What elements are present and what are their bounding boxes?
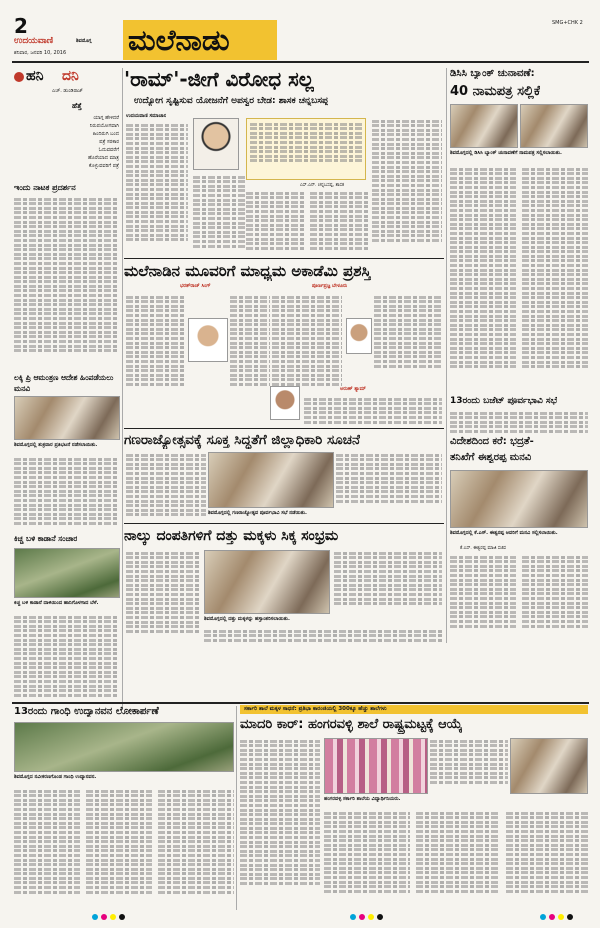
- media-body-col4: [374, 294, 442, 376]
- bottom-rule: [12, 702, 589, 704]
- kaveri-body-col2: [522, 554, 588, 638]
- poem-line: ಹೊರೆಯಾದ ಮಾತ್ರ: [87, 155, 119, 161]
- lead-quote-credit: ಎಸ್.ಎನ್. ಚನ್ನಬಸಪ್ಪ, ಶಾಸಕ: [300, 183, 345, 188]
- hanidani-title-a: ಹನಿ: [26, 68, 44, 84]
- adoption-rule: [124, 523, 444, 524]
- poem-line: ನಿರುಪಯೋಗವಾಗಿ: [89, 123, 119, 129]
- gandhi-caption: ಶಿವಮೊಗ್ಗದ ನವೀಕರಣಗೊಂಡ ಗಾಂಧಿ ಉದ್ಯಾನವನ.: [14, 774, 97, 780]
- lead-quote-text: [250, 121, 362, 171]
- media-name-1: ಭರತ್‌ರಾಜ್ ಸಿಂಗ್: [180, 283, 211, 289]
- model-school-caption: ಹಂಗರವಳ್ಳಿ ಸರ್ಕಾರಿ ಶಾಲೆಯ ವಿದ್ಯಾರ್ಥಿನಿಯರು.: [324, 796, 401, 802]
- right-column-divider: [446, 68, 447, 643]
- lucky-body: [14, 456, 119, 532]
- hanidani-logo-dot: [14, 72, 24, 82]
- budget-body: [450, 410, 588, 434]
- masthead: [0, 0, 600, 60]
- tiger-photo: [14, 548, 120, 598]
- kaveri-author: ಕೆ.ಎಸ್. ಈಶ್ವರಪ್ಪ ಮಾಜಿ ಸಚಿವ: [460, 546, 507, 551]
- drama-body: [14, 196, 119, 368]
- budget-headline: 13ರಂದು ಬಜೆಟ್ ಪೂರ್ವಭಾವಿ ಸಭೆ: [450, 396, 558, 406]
- lead-body-col4: [310, 190, 370, 256]
- media-body-col1: [126, 294, 186, 400]
- bank-photo-1: [450, 104, 518, 148]
- republic-headline: ಗಣರಾಜ್ಯೋತ್ಸವಕ್ಕೆ ಸೂಕ್ತ ಸಿದ್ಧತೆಗೆ ಜಿಲ್ಲಾಧಿಕಾರಿ ಸೂಚನೆ: [124, 432, 361, 448]
- republic-caption: ಶಿವಮೊಗ್ಗದಲ್ಲಿ ಗಣರಾಜ್ಯೋತ್ಸವ ಪೂರ್ವಭಾವಿ ಸಭೆ ನಡೆಯಿತು.: [208, 510, 307, 516]
- media-mugshot-2: [346, 318, 372, 354]
- model-school-body-col2: [324, 810, 410, 908]
- model-school-headline: ಮಾದರಿ ಕಾರ್: ಹಂಗರವಳ್ಳಿ ಶಾಲೆ ರಾಷ್ಟ್ರಮಟ್ಟಕ್ಕೆ ಆಯ್ಕೆ: [240, 717, 463, 732]
- poem-line: ಹಿಂದಿರುಗಿ ಬಂದ: [92, 131, 119, 137]
- edition-name: ಶಿವಮೊಗ್ಗ: [76, 38, 92, 44]
- tiger-caption: ಕಿಚ್ಚ ಬಳಿ ಕಾಡಾನೆ ದಾಳಿಯಿಂದ ಹಾನಿಗೊಳಗಾದ ಬೆಳೆ.: [14, 600, 99, 606]
- republic-photo: [208, 452, 334, 508]
- model-school-body-col1: [240, 738, 320, 908]
- left-column-divider: [122, 68, 123, 708]
- model-school-body-col4: [416, 810, 500, 908]
- bank-headline-line2: 40 ನಾಮಪತ್ರ ಸಲ್ಲಿಕೆ: [450, 84, 541, 99]
- registration-marks: [350, 914, 383, 920]
- republic-rule: [124, 428, 444, 429]
- page-number: 2: [14, 14, 28, 38]
- bank-body-col1: [450, 166, 516, 392]
- adoption-body-col1: [126, 550, 200, 646]
- model-school-photo-1: [324, 738, 428, 794]
- adoption-body-col3: [204, 628, 442, 646]
- section-title: ಮಲೆನಾಡು: [128, 24, 230, 56]
- date-line: ಶನಿವಾರ, ಜನವರಿ 10, 2016: [14, 50, 67, 56]
- republic-body-col1: [126, 452, 206, 524]
- poem-lines: [44, 114, 119, 170]
- hanidani-author: ಎಚ್. ಡುಂಡಿರಾಜ್: [52, 88, 83, 94]
- tiger-headline: ಕಿಚ್ಚ ಬಳಿ ಕಾಡಾನೆ ಸಂಚಾರ: [14, 534, 78, 543]
- lucky-caption: ಶಿವಮೊಗ್ಗದಲ್ಲಿ ಶುಕ್ರವಾರ ಪ್ರತಿಭಟನೆ ನಡೆಸಲಾಯಿತು.: [14, 442, 98, 448]
- lucky-headline: ಲಕ್ಕಿ ಪ್ರಿ ಆಮಂತ್ರಣ ಆದೇಶ ಹಿಂಪಡೆಯಲು ಮನವಿ: [14, 373, 114, 393]
- lucky-photo: [14, 396, 120, 440]
- gandhi-body-col2: [86, 788, 152, 910]
- adoption-photo: [204, 550, 330, 614]
- drama-headline: ಇಂದು ನಾಟಕ ಪ್ರದರ್ಶನ: [14, 183, 76, 192]
- media-name-3: ಅರುಣ್ ಶ್ಯಾಮ್: [340, 386, 366, 392]
- lead-dateline: ಉದಯವಾಣಿ ಸಮಾಚಾರ: [126, 113, 167, 119]
- tiger-body: [14, 614, 119, 706]
- bank-caption: ಶಿವಮೊಗ್ಗದಲ್ಲಿ ಡಿಸಿಸಿ ಬ್ಯಾಂಕ್ ಚುನಾವಣೆಗೆ ನಾಮಪತ್ರ ಸಲ್ಲಿಸಲಾಯಿತು.: [450, 150, 562, 156]
- lead-body-col1: [126, 122, 188, 256]
- registration-marks: [540, 914, 573, 920]
- masthead-rule: [12, 61, 589, 63]
- registration-marks: [92, 914, 125, 920]
- kaveri-photo: [450, 470, 588, 528]
- bank-photo-2: [520, 104, 588, 148]
- poem-line: ಕೊಳ್ಳುವವರಿಗೆ ಪತ್ರೆ: [88, 163, 119, 169]
- media-mugshot-1: [188, 318, 228, 362]
- model-school-photo-2: [510, 738, 588, 794]
- lead-body-col3: [246, 190, 306, 256]
- paper-name: ಉದಯವಾಣಿ: [14, 36, 54, 46]
- kaveri-headline-line1: ವಿದೇಶದಿಂದ ಕರೆ: ಭದ್ರತೆ-: [450, 436, 534, 447]
- media-mugshot-3: [270, 386, 300, 420]
- bank-headline-line1: ಡಿಸಿಸಿ ಬ್ಯಾಂಕ್ ಚುನಾವಣೆ:: [450, 68, 535, 79]
- hanidani-box: [14, 68, 121, 178]
- kaveri-caption: ಶಿವಮೊಗ್ಗದಲ್ಲಿ ಕೆ.ಎಸ್. ಈಶ್ವರಪ್ಪ ಅವರಿಗೆ ಮನವಿ ಸಲ್ಲಿಸಲಾಯಿತು.: [450, 530, 558, 536]
- edition-code: SMG+CHK 2: [552, 20, 583, 26]
- lead-mugshot: [193, 118, 239, 170]
- bank-body-col2: [522, 166, 588, 392]
- gandhi-body-col3: [158, 788, 234, 910]
- adoption-headline: ನಾಲ್ಕು ದಂಪತಿಗಳಿಗೆ ದತ್ತು ಮಕ್ಕಳು ಸಿಕ್ಕ ಸಂಭ್ರಮ: [124, 528, 339, 544]
- poem-line: ಓದುವವರೆಗೆ: [98, 147, 119, 153]
- lead-body-col5: [372, 118, 442, 256]
- republic-body-col2: [336, 452, 442, 508]
- model-school-body-col5: [506, 810, 588, 908]
- poem-line: ಯಾಗ್ಗ ಹೇಳಿದರೆ: [93, 115, 119, 121]
- media-headline: ಮಲೆನಾಡಿನ ಮೂವರಿಗೆ ಮಾಧ್ಯಮ ಅಕಾಡೆಮಿ ಪ್ರಶಸ್ತಿ: [124, 262, 371, 280]
- adoption-body-col2: [334, 550, 442, 614]
- media-body-col2: [230, 294, 270, 400]
- media-name-2: ಪೂರ್ಣಪ್ರಜ್ಞ ಬೇಳೂರು: [312, 283, 348, 289]
- lead-body-col2: [193, 174, 245, 256]
- media-rule: [124, 258, 444, 259]
- lead-headline: 'ರಾಮ್'-ಜೀಗೆ ವಿರೋಧ ಸಲ್ಲ: [124, 67, 315, 91]
- media-body-col5: [304, 396, 442, 426]
- poem-title: ಹೆತ್ತೆ: [72, 102, 82, 110]
- kaveri-headline-line2: ತನಿಖೆಗೆ ಈಶ್ವರಪ್ಪ ಮನವಿ: [450, 452, 532, 463]
- adoption-caption: ಶಿವಮೊಗ್ಗದಲ್ಲಿ ದತ್ತು ಮಕ್ಕಳನ್ನು ಹಸ್ತಾಂತರಿಸಲಾಯಿತು.: [204, 616, 290, 622]
- model-school-kicker: ಸರ್ಕಾರಿ ಶಾಲೆ ಮಕ್ಕಳ ಸಾಧನೆ: ಪ್ರತಿಭಾ ಕಾರಂಜಿಯಲ್ಲಿ 300ಕ್ಕೂ ಹೆಚ್ಚು ಶಾಲೆಗಳು: [244, 706, 387, 712]
- gandhi-photo: [14, 722, 234, 772]
- bottom-column-divider: [236, 706, 237, 910]
- media-body-col3: [272, 294, 342, 400]
- hanidani-title-b: ದನಿ: [62, 68, 79, 84]
- poem-line: ಪತ್ರೆ ಸರಕಾರ: [99, 139, 119, 145]
- kaveri-body-col1: [450, 554, 516, 638]
- gandhi-headline: 13ರಂದು ಗಾಂಧಿ ಉದ್ಯಾನವನ ಲೋಕಾರ್ಪಣೆ: [14, 706, 159, 717]
- model-school-body-col3: [430, 738, 508, 794]
- lead-subhead: ಉದ್ಯೋಗ ಸೃಷ್ಟಿಸುವ ಯೋಜನೆಗೆ ಅಪಸ್ವರ ಬೇಡ: ಶಾಸಕ ಚನ್ನಬಸಪ್ಪ: [134, 96, 329, 106]
- gandhi-body-col1: [14, 788, 80, 910]
